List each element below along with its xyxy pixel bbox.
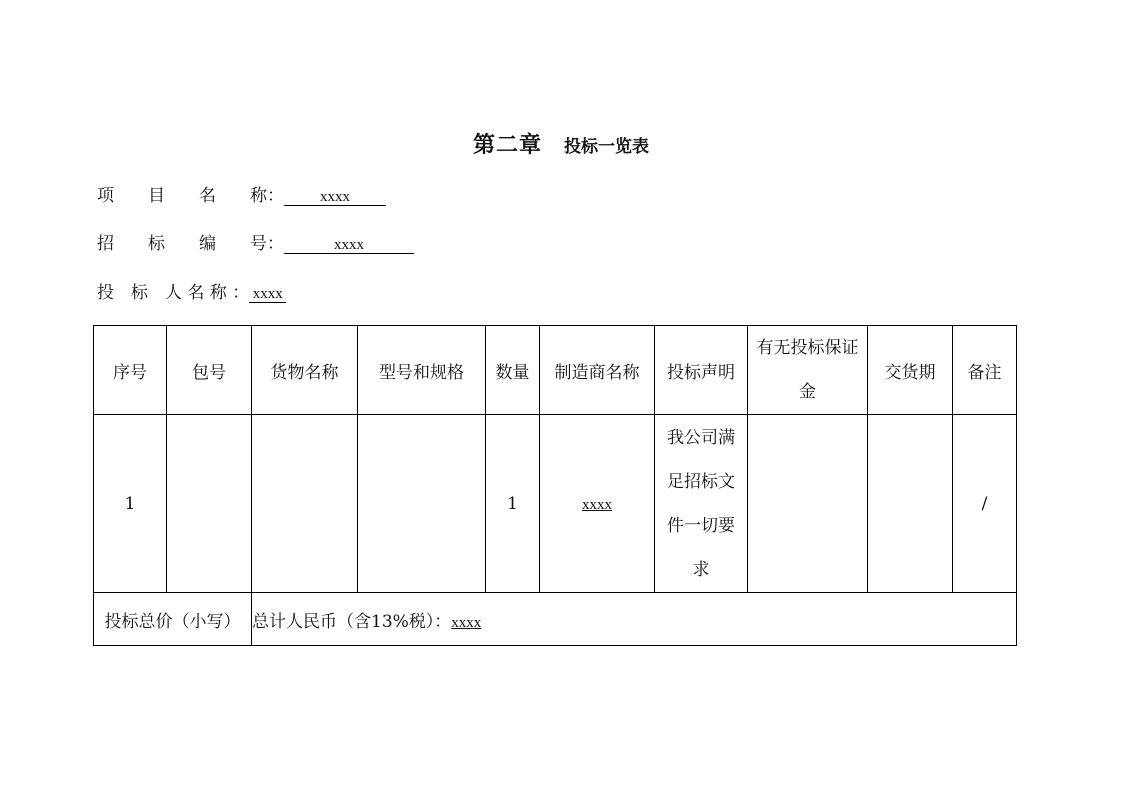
header-seq: 序号: [94, 326, 167, 415]
bidder-name-label: 投 标 人 名 称 ：: [97, 283, 250, 303]
project-name-value: xxxx: [284, 189, 386, 206]
header-quantity: 数量: [486, 326, 540, 415]
total-price-text: 总计人民币（含13%税）：: [252, 611, 452, 632]
cell-manufacturer: [540, 415, 655, 593]
bidder-name-field: [97, 278, 286, 303]
bidder-name-value: xxxx: [249, 286, 286, 303]
header-remark: 备注: [953, 326, 1017, 415]
table-header-row: [94, 326, 1017, 415]
total-price-value: xxxx: [451, 614, 482, 631]
project-name-field: [97, 181, 386, 206]
header-delivery: 交货期: [868, 326, 953, 415]
cell-statement: [655, 415, 748, 593]
project-name-label: 项 目 名 称：: [97, 186, 284, 206]
table-row: [94, 415, 1017, 593]
header-deposit-label: 有无投标保证金: [756, 338, 859, 402]
header-manufacturer: 制造商名称: [540, 326, 655, 415]
total-price-label: 投标总价（小写）: [94, 593, 252, 646]
cell-quantity: 1: [486, 415, 540, 593]
cell-goods-name: [252, 415, 358, 593]
tender-number-field: [97, 229, 414, 254]
header-package: 包号: [167, 326, 252, 415]
header-goods-name: 货物名称: [252, 326, 358, 415]
header-deposit: [748, 326, 868, 415]
chapter-heading: 第二章: [472, 132, 542, 158]
cell-delivery: [868, 415, 953, 593]
header-model-spec: 型号和规格: [358, 326, 486, 415]
cell-package: [167, 415, 252, 593]
total-price-cell: [252, 593, 1017, 646]
document-title: [0, 128, 1122, 159]
cell-remark: /: [953, 415, 1017, 593]
cell-model-spec: [358, 415, 486, 593]
manufacturer-value: xxxx: [582, 496, 612, 513]
cell-seq: 1: [94, 415, 167, 593]
cell-deposit: [748, 415, 868, 593]
bid-summary-table: [93, 325, 1017, 646]
table-title: 投标一览表: [564, 137, 649, 157]
statement-text: 我公司满足招标文件一切要求: [667, 427, 735, 580]
tender-number-value: xxxx: [284, 237, 414, 254]
tender-number-label: 招 标 编 号：: [97, 234, 284, 254]
header-statement: 投标声明: [655, 326, 748, 415]
total-price-row: [94, 593, 1017, 646]
